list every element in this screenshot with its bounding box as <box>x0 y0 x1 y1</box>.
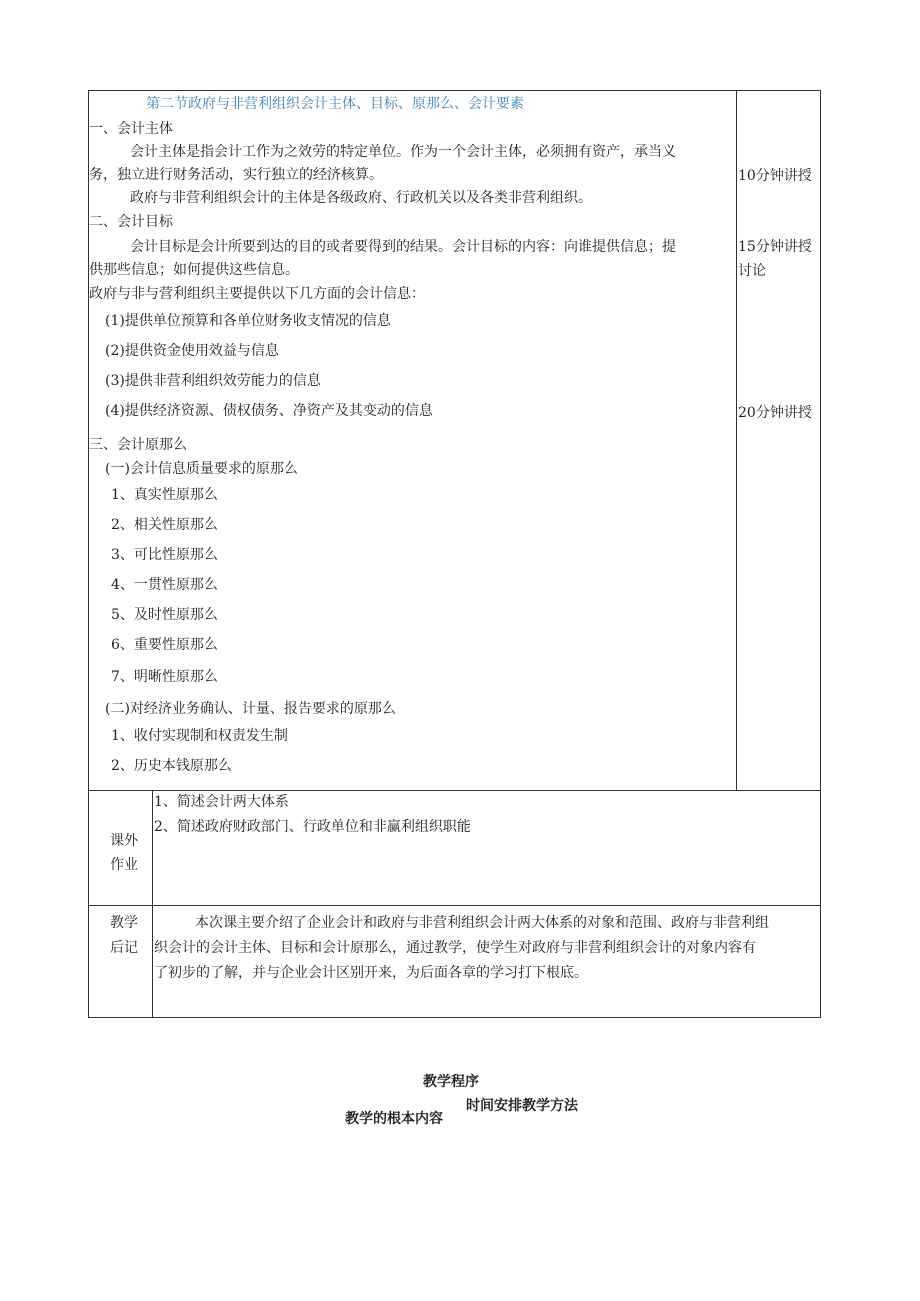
time-column-divider <box>736 90 737 790</box>
footer-col-left: 教学的根本内容 <box>345 1111 443 1127</box>
list-item: (4)提供经济资源、债权债务、净资产及其变动的信息 <box>105 403 433 419</box>
list-item: 5、及时性原那么 <box>111 607 218 623</box>
postscript-label-line-2: 后记 <box>110 940 138 956</box>
postscript-label-line-1: 教学 <box>110 915 138 931</box>
time-note-2: 15分钟讲授 <box>738 239 812 255</box>
list-item: 3、可比性原那么 <box>111 547 218 563</box>
homework-item: 1、简述会计两大体系 <box>154 794 289 810</box>
list-item: 4、一贯性原那么 <box>111 577 218 593</box>
postscript-text-line-3: 了初步的了解，并与企业会计区别开来，为后面各章的学习打下根底。 <box>154 965 588 981</box>
list-item: 2、历史本钱原那么 <box>111 758 232 774</box>
time-note-2-method: 讨论 <box>738 263 766 279</box>
footer-title: 教学程序 <box>423 1074 479 1090</box>
section-2-heading: 二、会计目标 <box>89 214 173 230</box>
section-2-para-2: 政府与非与营利组织主要提供以下几方面的会计信息： <box>89 286 425 302</box>
section-1-para-1-line-1: 会计主体是指会计工作为之效劳的特定单位。作为一个会计主体，必须拥有资产，承当义 <box>130 144 676 160</box>
section-1-heading: 一、会计主体 <box>89 121 173 137</box>
list-item: 7、明晰性原那么 <box>111 669 218 685</box>
content-bottom-rule <box>88 790 821 791</box>
section-3-heading: 三、会计原那么 <box>89 437 187 453</box>
time-note-1: 10分钟讲授 <box>738 168 812 184</box>
list-item: 1、收付实现制和权责发生制 <box>111 728 288 744</box>
section-1-para-1-line-2: 务，独立进行财务活动，实行独立的经济核算。 <box>89 167 383 183</box>
time-note-3: 20分钟讲授 <box>738 405 812 421</box>
label-column-divider <box>152 790 153 1018</box>
list-item: (3)提供非营利组织效劳能力的信息 <box>105 373 321 389</box>
section-2-para-1-line-2: 供那些信息；如何提供这些信息。 <box>89 262 299 278</box>
list-item: (1)提供单位预算和各单位财务收支情况的信息 <box>105 313 391 329</box>
postscript-text-line-2: 织会计的会计主体、目标和会计原那么，通过教学，使学生对政府与非营利组织会计的对象内容有 <box>154 940 756 956</box>
section-2-para-1-line-1: 会计目标是会计所要到达的目的或者要得到的结果。会计目标的内容：向谁提供信息；提 <box>130 239 676 255</box>
list-item: 1、真实性原那么 <box>111 487 218 503</box>
homework-label-line-2: 作业 <box>110 857 138 873</box>
section-3-sub-2: (二)对经济业务确认、计量、报告要求的原那么 <box>105 701 396 717</box>
section-title: 第二节政府与非营利组织会计主体、目标、原那么、会计要素 <box>146 96 524 112</box>
section-1-para-2: 政府与非营利组织会计的主体是各级政府、行政机关以及各类非营利组织。 <box>130 190 592 206</box>
homework-item: 2、简述政府财政部门、行政单位和非赢利组织职能 <box>154 819 471 835</box>
homework-label-line-1: 课外 <box>110 833 138 849</box>
list-item: (2)提供资金使用效益与信息 <box>105 343 279 359</box>
section-3-sub-1: (一)会计信息质量要求的原那么 <box>105 461 298 477</box>
list-item: 6、重要性原那么 <box>111 637 218 653</box>
postscript-text-line-1: 本次课主要介绍了企业会计和政府与非营利组织会计两大体系的对象和范围、政府与非营利组 <box>195 915 769 931</box>
footer-col-right: 时间安排教学方法 <box>466 1098 578 1114</box>
homework-bottom-rule <box>88 905 821 906</box>
list-item: 2、相关性原那么 <box>111 517 218 533</box>
